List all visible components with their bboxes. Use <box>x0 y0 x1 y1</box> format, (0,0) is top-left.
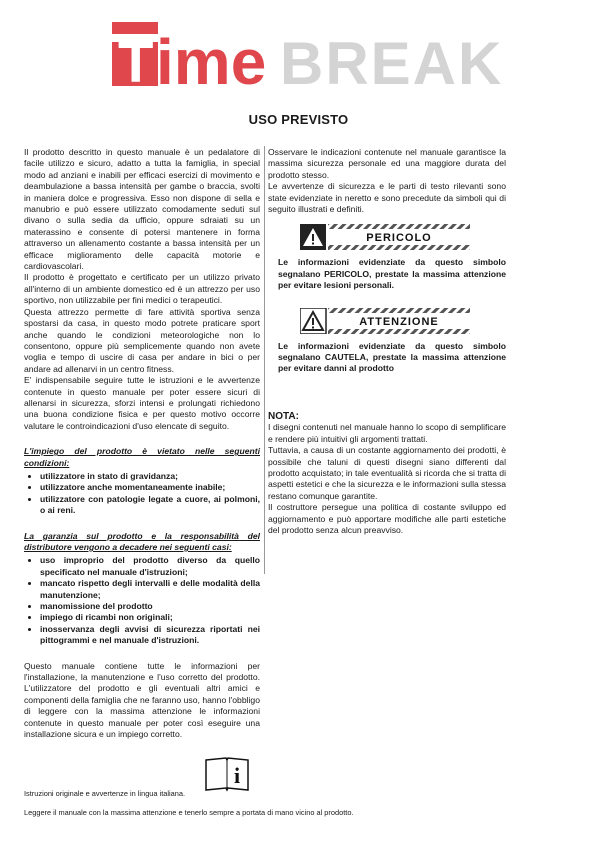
right-column <box>268 147 506 536</box>
info-manual-icon <box>204 756 250 792</box>
pericolo-text: Le informazioni evidenziate da questo simbolo segnalano PERICOLO, prestate la massima attenzione per evitare lesioni personali. <box>278 257 506 291</box>
safety-paragraph: Osservare le indicazioni contenute nel manuale garantisce la massima sicurezza personale ed una maggiore durata del prodotto stesso. <box>268 147 506 180</box>
list-item: • impiego di ricambi non originali; <box>40 612 260 623</box>
manual-paragraph: Questo manuale contiene tutte le informazioni per l'installazione, la manutenzione e l'uso corretto del prodotto. L'utilizzatore del prodotto e gli eventuali altri amici e componenti della famiglia che ne faranno uso, hanno l'obbligo di leggere con la massima attenzione le informazioni contenute in questo manuale per poter così eseguire una installazione sicura e un impiego corretto. <box>24 660 260 740</box>
attenzione-text: Le informazioni evidenziate da questo simbolo segnalano CAUTELA, prestate la massima attenzione per evitare danni al prodotto <box>278 340 506 374</box>
intro-paragraph: Il prodotto descritto in questo manuale è un pedalatore di facile utilizzo e sicuro, adatto a tutta la famiglia, in special modo ad anziani e inabili per efficaci esercizi di movimento e deambulazione a bassa intensità per gambe o braccia, svolti in maniera dolce e progressiva. Esso non dispone di sella e manubrio e può essere utilizzato comodamente seduti sul divano o sulla sedia da ufficio, oppure sdraiati su un materassino e consente di potersi mantenere in forma attraverso un allenamento costante a bassa intensità per un efficace miglioramento delle capacità motorie e cardiovascolari. <box>24 147 260 272</box>
nota-title: NOTA: <box>268 410 299 422</box>
list-item: • uso improprio del prodotto diverso da quello specificato nel manuale d'istruzioni; <box>40 555 260 578</box>
symbols-paragraph: Le avvertenze di sicurezza e le parti di testo rilevanti sono state evidenziate in neretto e sono precedute da simboli qui di seguito illustrati e definiti. <box>268 181 506 215</box>
svg-text:ime: ime <box>156 26 267 90</box>
brand-logo <box>112 18 508 90</box>
list-item: • utilizzatore con patologie legate a cuore, ai polmoni, o ai reni. <box>40 494 260 517</box>
nota-paragraph: Il costruttore persegue una politica di costante sviluppo ed aggiornamento e può apportare modifiche alle parti estetiche del prodotto senza alcun preavviso. <box>268 502 506 535</box>
list-item: • manomissione del prodotto <box>40 601 260 612</box>
page-title: USO PREVISTO <box>248 112 349 127</box>
prohibited-list <box>24 471 260 517</box>
warranty-heading: La garanzia sul prodotto e la responsabilità del distributore vengono a decadere nei seguenti casi: <box>24 530 260 552</box>
nota-paragraph: I disegni contenuti nel manuale hanno lo scopo di semplificare e rendere più intuitivi gli argomenti trattati. <box>268 422 506 444</box>
footer-read-note: Leggere il manuale con la massima attenzione e tenerlo sempre a portata di mano vicino al prodotto. <box>24 808 354 817</box>
list-item: • utilizzatore in stato di gravidanza; <box>40 471 260 482</box>
certification-paragraph: Il prodotto è progettato e certificato per un utilizzo privato all'interno di un ambiente domestico ed è un attrezzo per uso sportivo, non utilizzabile per fini medici o terapeutici. <box>24 272 260 306</box>
footer-language-note: Istruzioni originale e avvertenze in lingua italiana. <box>24 789 186 798</box>
list-item: • utilizzatore anche momentaneamente inabile; <box>40 482 260 493</box>
usage-paragraph: Questa attrezzo permette di fare attività sportiva senza spostarsi da casa, in questo modo potrete praticare sport anche quando le condizioni meteorologiche non lo consentono, oppure più semplicemente quando non avete voglia e tempo di uscire di casa per andare in bici o per andare ad allenarvi in un centro fitness. <box>24 306 260 374</box>
column-divider <box>264 146 265 574</box>
attenzione-label: ATTENZIONE <box>359 315 439 328</box>
svg-text:BREAK: BREAK <box>280 30 504 90</box>
list-item: • inosservanza degli avvisi di sicurezza riportati nei pittogrammi e nel manuale d'istruzioni. <box>40 624 260 647</box>
prohibited-heading: L'impiego del prodotto è vietato nelle seguenti condizioni: <box>24 446 260 468</box>
left-column <box>24 147 260 741</box>
nota-paragraph: Tuttavia, a causa di un costante aggiornamento dei prodotti, è possibile che taluni di questi disegni siano differenti dal prodotto acquistato; in tale eventualità si ricorda che si tratta di aspetti estetici e che la sicurezza e le informazioni sulla stessa restano comunque garantite. <box>268 445 506 501</box>
svg-text:T: T <box>118 30 154 90</box>
pericolo-sign <box>300 224 470 250</box>
instructions-paragraph: E' indispensabile seguire tutte le istruzioni e le avvertenze contenute in questo manuale per poter essere sicuri di allenarsi in sicurezza, sforzi intensi e prolungati richiedono una buona condizione fisica e per questo motivo occorre valutare le controindicazioni d'uso elencate di seguito. <box>24 375 260 431</box>
pericolo-label: PERICOLO <box>366 232 432 245</box>
attenzione-sign <box>300 308 470 334</box>
svg-text:i: i <box>233 763 241 788</box>
warranty-list <box>24 555 260 646</box>
list-item: • mancato rispetto degli intervalli e delle modalità della manutenzione; <box>40 578 260 601</box>
